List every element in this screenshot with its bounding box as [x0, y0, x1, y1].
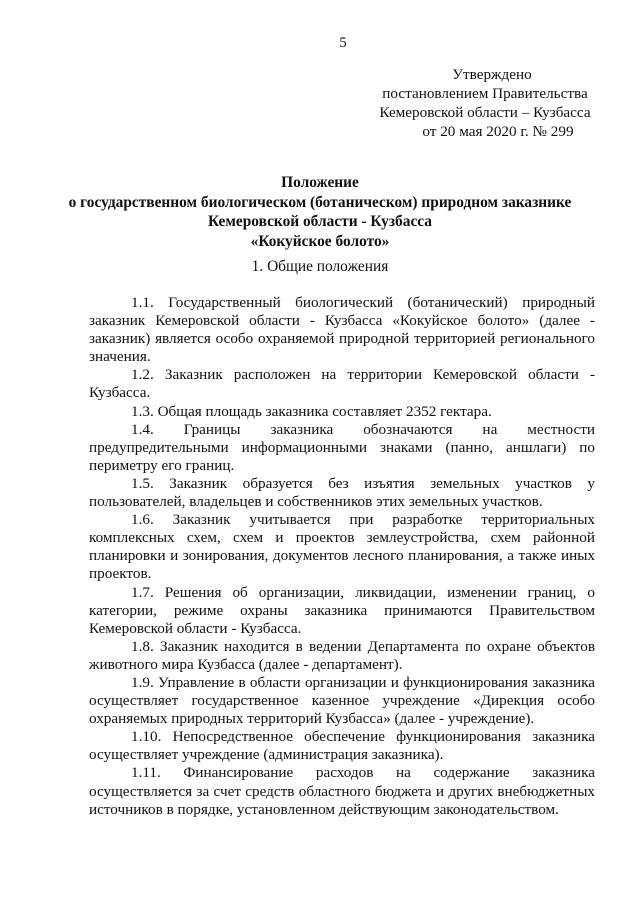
approval-line-1: Утверждено [452, 66, 532, 83]
paragraph-1-2: 1.2. Заказник расположен на территории Кемеровской области - Кузбасса. [89, 366, 595, 402]
paragraph-1-8: 1.8. Заказник находится в ведении Департамента по охране объектов животного мира Кузбасса (далее - департамент). [89, 637, 595, 673]
paragraph-1-4: 1.4. Границы заказника обозначаются на местности предупредительными информационными знаками (панно, аншлаги) по периметру его границ. [89, 420, 595, 474]
paragraph-1-1: 1.1. Государственный биологический (ботанический) природный заказник Кемеровской области - Кузбасса «Кокуйское болото» (далее - заказник) является особо охраняемой природной территорией регионального значения. [89, 294, 595, 366]
paragraph-1-5: 1.5. Заказник образуется без изъятия земельных участков у пользователей, владельцев и собственников этих земельных участков. [89, 474, 595, 511]
title-line-3: Кемеровской области - Кузбасса [207, 213, 432, 230]
paragraph-1-6: 1.6. Заказник учитывается при разработке территориальных комплексных схем, схем и проектов землеустройства, схем районной планировки и зонирования, документов лесного планирования, а также иных проектов. [89, 511, 595, 583]
paragraph-1-10: 1.10. Непосредственное обеспечение функционирования заказника осуществляет учреждение (администрация заказника). [89, 728, 595, 764]
approval-line-3: Кемеровской области – Кузбасса [379, 104, 591, 121]
approval-line-2: постановлением Правительства [382, 85, 588, 102]
paragraph-1-11: 1.11. Финансирование расходов на содержание заказника осуществляется за счет средств областного бюджета и других внебюджетных источников в порядке, установленном действующим законодательством. [89, 764, 595, 818]
paragraph-1-9: 1.9. Управление в области организации и функционирования заказника осуществляет государственное казенное учреждение «Дирекция особо охраняемых природных территорий Кузбасса» (далее - учреждение). [89, 673, 595, 728]
page-number: 5 [339, 35, 347, 51]
paragraph-1-7: 1.7. Решения об организации, ликвидации, изменении границ, о категории, режиме охраны заказника принимаются Правительством Кемеровской области - Кузбасса. [89, 583, 595, 637]
document-title [40, 173, 600, 251]
approval-line-4: от 20 мая 2020 г. № 299 [422, 123, 574, 140]
title-line-2: о государственном биологическом (ботаническом) природном заказнике [68, 193, 572, 211]
section-heading: 1. Общие положения [251, 258, 389, 275]
title-line-4: «Кокуйское болото» [250, 232, 390, 250]
title-line-1: Положение [281, 174, 359, 191]
document-body [89, 294, 595, 819]
paragraph-1-3: 1.3. Общая площадь заказника составляет 2352 гектара. [131, 402, 492, 420]
approval-stamp [360, 65, 610, 141]
